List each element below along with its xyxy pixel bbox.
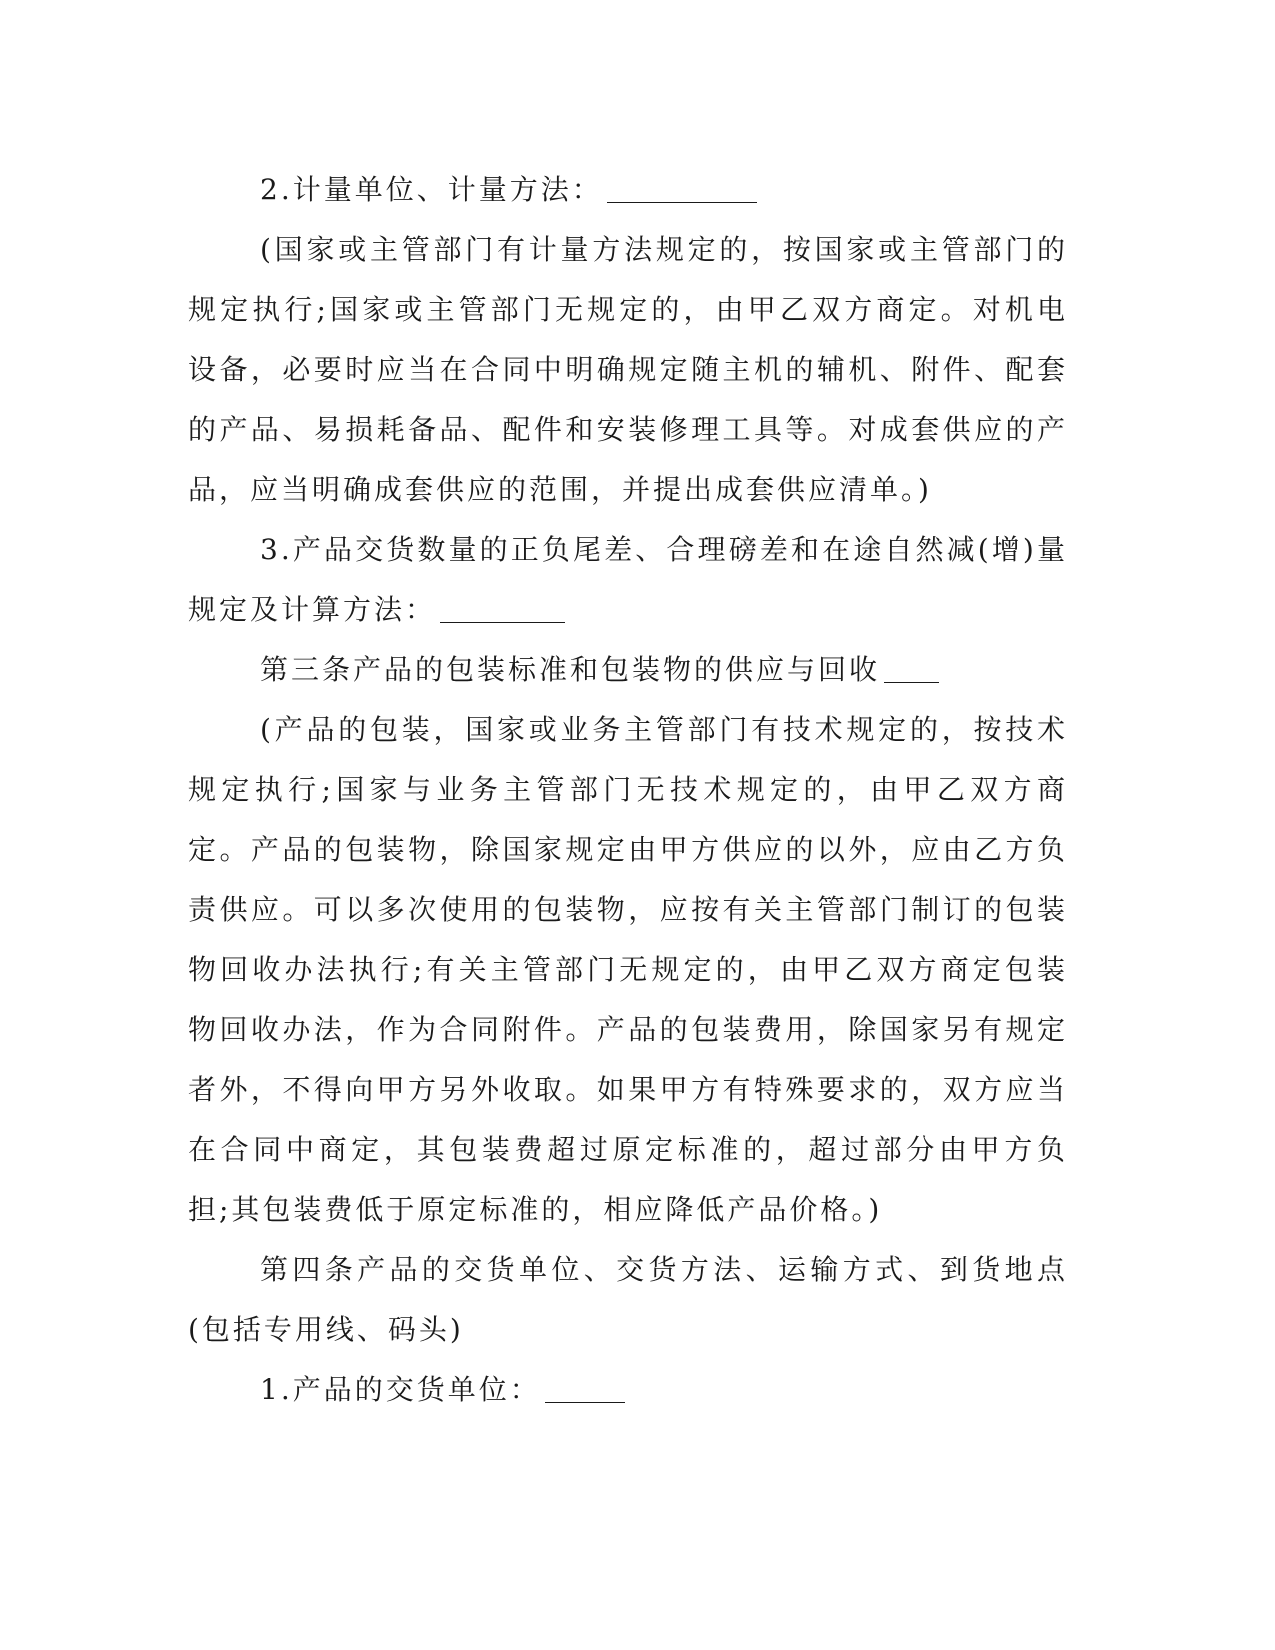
paragraph-delivery-unit xyxy=(188,1360,1068,1420)
paragraph-text: (国家或主管部门有计量方法规定的，按国家或主管部门的规定执行;国家或主管部门无规定的，由甲乙双方商定。对机电设备，必要时应当在合同中明确规定随主机的辅机、附件、配套的产品、易损耗备品、配件和安装修理工具等。对成套供应的产品，应当明确成套供应的范围，并提出成套供应清单。) xyxy=(188,233,1068,506)
article-3-heading xyxy=(188,640,1068,700)
paragraph-text: (产品的包装，国家或业务主管部门有技术规定的，按技术规定执行;国家与业务主管部门无技术规定的，由甲乙双方商定。产品的包装物，除国家规定由甲方供应的以外，应由乙方负责供应。可以多次使用的包装物，应按有关主管部门制订的包装物回收办法执行;有关主管部门无规定的，由甲乙双方商定包装物回收办法，作为合同附件。产品的包装费用，除国家另有规定者外，不得向甲方另外收取。如果甲方有特殊要求的，双方应当在合同中商定，其包装费超过原定标准的，超过部分由甲方负担;其包装费低于原定标准的，相应降低产品价格。) xyxy=(188,713,1068,1226)
fill-in-blank[interactable] xyxy=(440,592,565,623)
fill-in-blank[interactable] xyxy=(884,652,939,683)
fill-in-blank[interactable] xyxy=(607,172,757,203)
paragraph-packaging-note xyxy=(188,700,1068,1240)
article-heading-text: 第四条产品的交货单位、交货方法、运输方式、到货地点(包括专用线、码头) xyxy=(188,1253,1068,1346)
paragraph-measurement-unit xyxy=(188,160,1068,220)
article-4-heading xyxy=(188,1240,1068,1360)
paragraph-text: 2.计量单位、计量方法： xyxy=(260,173,603,206)
article-heading-text: 第三条产品的包装标准和包装物的供应与回收 xyxy=(260,653,881,686)
paragraph-quantity-tolerance xyxy=(188,520,1068,640)
paragraph-measurement-note xyxy=(188,220,1068,520)
fill-in-blank[interactable] xyxy=(545,1372,625,1403)
paragraph-text: 1.产品的交货单位： xyxy=(260,1373,541,1406)
paragraph-text: 3.产品交货数量的正负尾差、合理磅差和在途自然减(增)量规定及计算方法： xyxy=(188,533,1068,626)
document-body xyxy=(188,160,1068,1420)
